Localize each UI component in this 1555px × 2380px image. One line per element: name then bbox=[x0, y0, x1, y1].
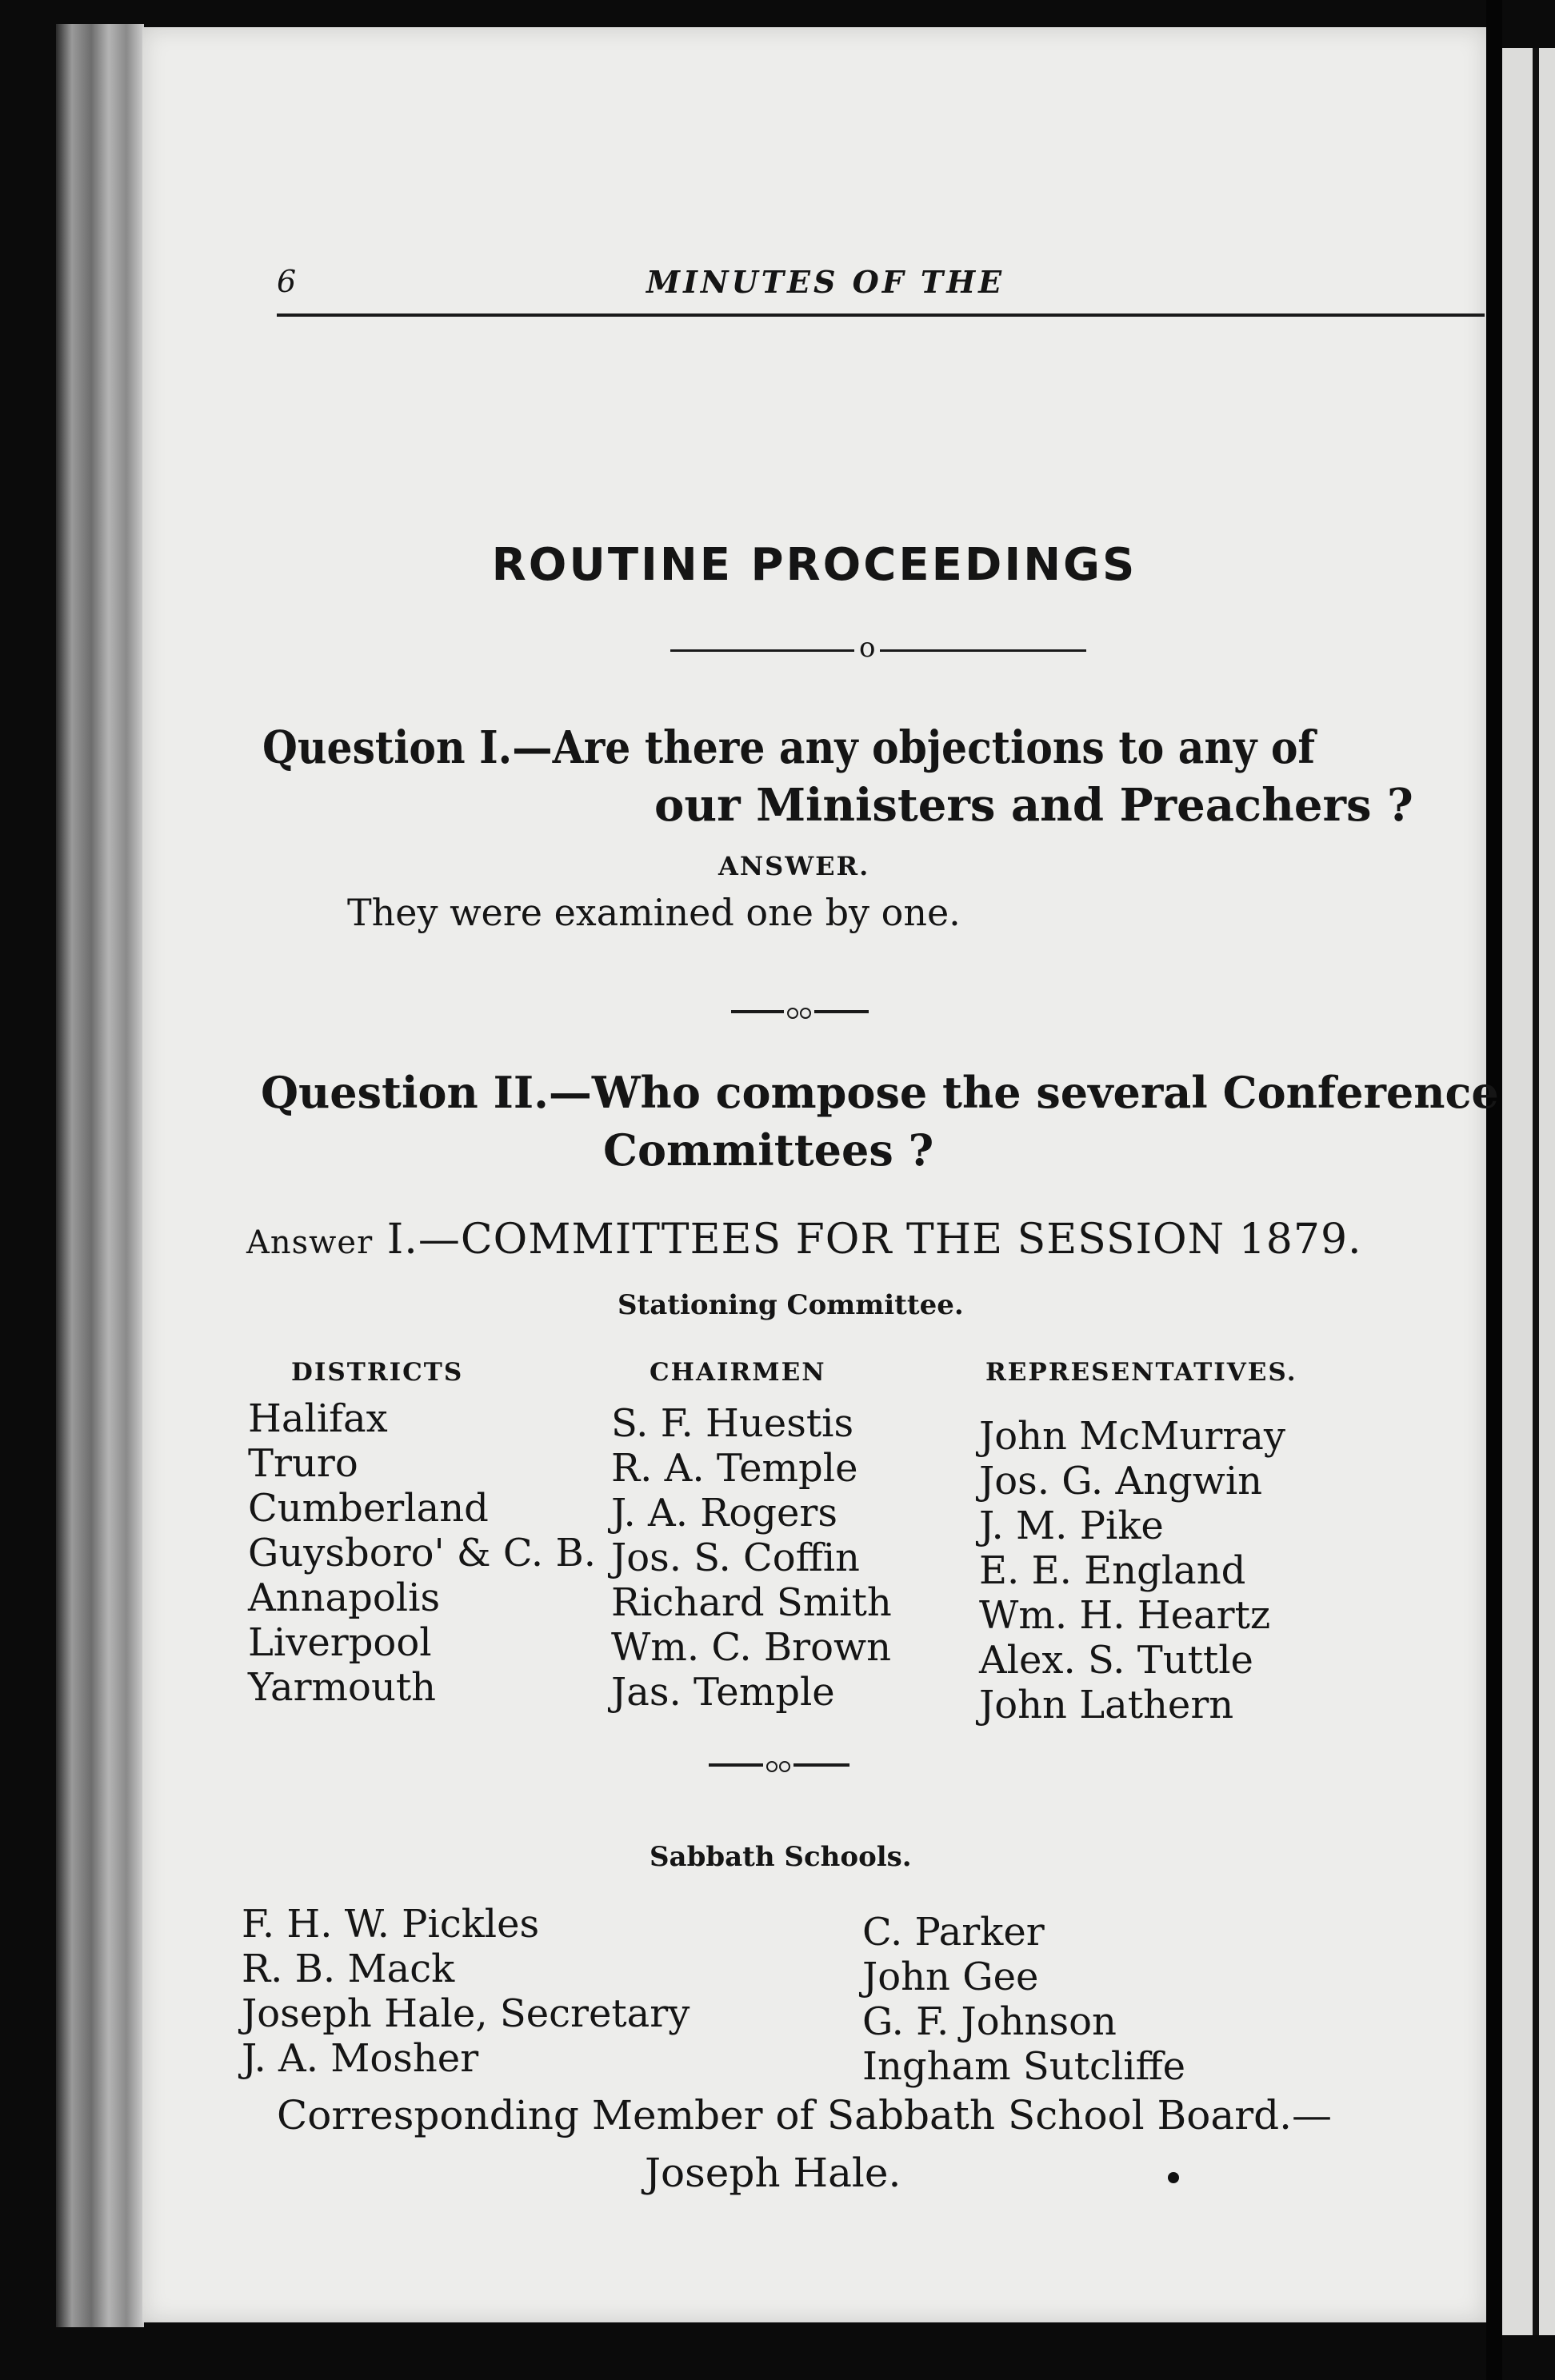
chairmen-list bbox=[611, 1401, 892, 1715]
sabbath-left-list bbox=[242, 1902, 690, 2081]
answer-text: They were examined one by one. bbox=[347, 891, 961, 934]
running-head bbox=[142, 264, 1486, 312]
answer-1-text: I.—COMMITTEES FOR THE SESSION 1879. bbox=[373, 1216, 1362, 1264]
list-item: Truro bbox=[248, 1441, 358, 1486]
question-2-line-1: Question II.—Who compose the several Conference bbox=[261, 1067, 1499, 1118]
page-number: 6 bbox=[277, 264, 297, 299]
ornament-divider bbox=[731, 1000, 869, 1024]
corresponding-member-name: Joseph Hale. bbox=[645, 2150, 901, 2196]
list-item: Guysboro' & C. B. bbox=[248, 1531, 596, 1575]
list-item: C. Parker bbox=[862, 1910, 1045, 1955]
list-item: Jos. S. Coffin bbox=[611, 1535, 860, 1580]
section-divider bbox=[670, 632, 1086, 664]
corresponding-member-line: Corresponding Member of Sabbath School Board.— bbox=[277, 2092, 1332, 2138]
list-item: Jos. G. Angwin bbox=[979, 1459, 1263, 1503]
question-1-line-2: our Ministers and Preachers ? bbox=[654, 779, 1413, 832]
answer-1-heading bbox=[246, 1216, 1362, 1264]
representatives-header: REPRESENTATIVES. bbox=[985, 1358, 1297, 1387]
list-item: R. B. Mack bbox=[242, 1947, 455, 1991]
question-1-line-1: Question I.—Are there any objections to any of bbox=[262, 721, 1316, 774]
list-item: Wm. C. Brown bbox=[611, 1625, 892, 1670]
list-item: Wm. H. Heartz bbox=[979, 1593, 1271, 1638]
question-2-line-2: Committees ? bbox=[603, 1124, 934, 1176]
list-item: Joseph Hale, Secretary bbox=[242, 1991, 690, 2036]
list-item: S. F. Huestis bbox=[611, 1401, 854, 1446]
list-item: J. A. Mosher bbox=[242, 2036, 479, 2081]
districts-header: DISTRICTS bbox=[291, 1358, 464, 1387]
list-item: R. A. Temple bbox=[611, 1446, 858, 1491]
list-item: E. E. England bbox=[979, 1548, 1246, 1593]
list-item: J. A. Rogers bbox=[611, 1491, 837, 1535]
list-item: Richard Smith bbox=[611, 1580, 892, 1625]
sabbath-schools-title: Sabbath Schools. bbox=[650, 1841, 912, 1873]
next-page-edge bbox=[1502, 48, 1555, 2335]
list-item: Cumberland bbox=[248, 1486, 489, 1531]
list-item: F. H. W. Pickles bbox=[242, 1902, 540, 1947]
ornament-divider bbox=[709, 1753, 849, 1777]
list-item: John Lathern bbox=[979, 1683, 1234, 1727]
header-rule bbox=[277, 313, 1485, 317]
book-spine bbox=[56, 24, 144, 2327]
list-item: Halifax bbox=[248, 1396, 388, 1441]
answer-heading: ANSWER. bbox=[718, 851, 870, 881]
list-item: Alex. S. Tuttle bbox=[979, 1638, 1253, 1683]
sabbath-right-list bbox=[862, 1910, 1185, 2089]
list-item: Annapolis bbox=[248, 1575, 441, 1620]
stationing-committee-title: Stationing Committee. bbox=[618, 1289, 964, 1321]
divider-glyph: o bbox=[859, 632, 876, 664]
next-page-shadow bbox=[1533, 48, 1539, 2335]
section-title: ROUTINE PROCEEDINGS bbox=[491, 539, 1137, 591]
representatives-list bbox=[979, 1414, 1285, 1727]
list-item: John Gee bbox=[862, 1955, 1039, 1999]
answer-label: Answer bbox=[246, 1224, 374, 1261]
list-item: J. M. Pike bbox=[979, 1503, 1164, 1548]
list-item: John McMurray bbox=[979, 1414, 1285, 1459]
districts-list bbox=[248, 1396, 596, 1710]
list-item: Ingham Sutcliffe bbox=[862, 2044, 1186, 2089]
list-item: Jas. Temple bbox=[611, 1670, 835, 1715]
list-item: Liverpool bbox=[248, 1620, 432, 1665]
book-page bbox=[142, 27, 1499, 2322]
chairmen-header: CHAIRMEN bbox=[650, 1358, 826, 1387]
ink-speck bbox=[1168, 2172, 1179, 2183]
running-title: MINUTES OF THE bbox=[646, 264, 1005, 300]
list-item: Yarmouth bbox=[248, 1665, 437, 1710]
page-gutter bbox=[1486, 0, 1502, 2380]
list-item: G. F. Johnson bbox=[862, 1999, 1117, 2044]
